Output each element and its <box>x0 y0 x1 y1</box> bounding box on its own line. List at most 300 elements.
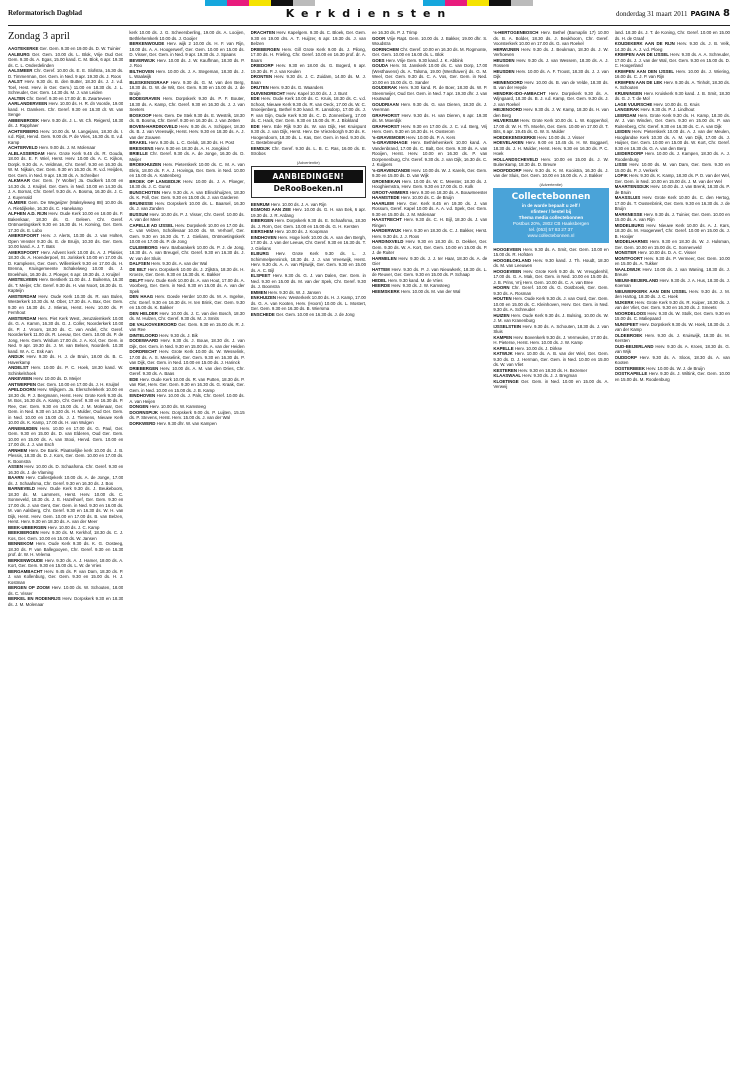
listing-place: HAAMSTEDE <box>371 195 400 200</box>
service-listing <box>8 558 123 569</box>
service-listing <box>129 58 244 69</box>
service-listing <box>129 349 244 366</box>
listing-details: Herv. Callestjekerk 10.00 ds. A. de Jonge, 17.00 ds. J. Schaafsma, Chr. Geref. 9.30 en 16.30 ds. J. Bos <box>8 475 124 486</box>
listing-place: ANTWERPEN <box>8 381 36 387</box>
listing-details: Ger. Gem. 9.30 en 19.00 ds. D. W. Tuinier <box>39 46 121 51</box>
service-listing <box>129 294 244 311</box>
service-listing <box>615 30 730 41</box>
service-listing <box>493 247 608 258</box>
listing-place: GOOR <box>371 35 386 41</box>
listing-details: Herv. 9.30 ds. J. Bouw, 18.30 ds. J. van Dijk, Ger. Gem. in Ned. 9.30 en 15.00 ds. A. van der Heiden <box>129 338 245 349</box>
service-listing <box>372 63 487 85</box>
listing-place: ELSPEET <box>250 273 271 278</box>
listing-place: EDE <box>129 376 139 382</box>
service-listing <box>129 151 244 162</box>
listing-details: Herv. Kapel 10.00 ds. J. J. Bunt <box>286 90 348 96</box>
listing-column-2 <box>129 30 244 1062</box>
listing-details: kerk 10.00 ds. J. G. Scheersberling, 19.00 ds. A. Looijen, Bethlehemkerk 10.00 ds. J. Gooijer <box>129 30 245 41</box>
service-listing <box>615 113 730 130</box>
listing-place: DRIEBERGEN <box>129 365 159 371</box>
service-listing <box>129 179 244 190</box>
listing-place: HILVERSUM <box>493 118 519 123</box>
listing-place: HARDERWIJK <box>371 228 402 233</box>
listing-details: Herv. 9.30 ds. J. Beukman, 18.30 ds. J. W. Verhoeven <box>493 46 609 57</box>
listing-details: Herv. 9.30 ds. A. van der Wal <box>151 261 208 266</box>
listing-place: CULEMBORG <box>129 244 158 250</box>
service-listing <box>615 355 730 366</box>
service-listing <box>129 377 244 394</box>
listing-place: BODEGRAVEN <box>129 96 161 101</box>
listing-place: BEEKBERGEN <box>8 530 39 535</box>
service-listing <box>615 371 730 382</box>
service-listing <box>129 30 244 41</box>
ad-title: AANBIEDINGEN! <box>254 170 363 183</box>
listing-details: Herv. 9.30 ds. J. A. Hus, 18.30 ds. J. Koeman <box>614 277 730 288</box>
advertisement-1 <box>251 160 366 198</box>
service-listing <box>615 278 730 289</box>
listing-place: CAPELLE AD IJSSEL <box>129 222 174 228</box>
service-listing <box>493 324 608 335</box>
listing-details: Herv. De Bank. Plaatselijke kerk 10.00 ds. J. B. Plessis, 18.30 ds. D. J. Kors, Ger. Gem. 10.00 en 17.00 ds. K. Boonstra <box>8 447 124 464</box>
service-listing <box>493 285 608 296</box>
listing-details: Herv. 9.30 ds. G. J. van Dalen, Ger. Gem. in Ned. 9.30 en 15.00 ds. M. van der Spek, Chr. Geref. 9.30 ds. J. Boonstra <box>250 273 366 289</box>
listing-place: HOEDEKENSKERKE <box>493 134 537 140</box>
listing-details: Herv. Pieterskerk 10.00 ds. C. M. A. van Ekris, 18.00 ds. F. A. J. Hovinga, Ger. Gem. in Ned. 10.00 en 15.00 ds. A. Kattenberg <box>129 162 245 178</box>
collectebonnen-ad[interactable] <box>493 188 608 243</box>
service-listing <box>615 311 730 322</box>
listing-place: NOORDELOOS <box>614 310 647 316</box>
listing-details: Herv. Dorpskerk 9.30 ds. A. Wijngaard, 18.30 ds. B. J. v.d. Kamp, Ger. Gem. 9.30 ds. J. J. van Roekel <box>493 90 609 107</box>
listing-place: BROEKHUIZEN <box>129 162 162 167</box>
listing-place: KLAASWAAL <box>493 373 522 378</box>
listing-place: MIDDELHARNIS <box>614 239 648 244</box>
page-label: PAGINA <box>690 10 721 18</box>
listing-details: Ger. Gem. in Ned. 10.00 en 15.00 ds. A. Verweij <box>493 378 609 389</box>
listing-details: Herv. 10.00 ds. J. Wiering, 16.00 ds. C. J. P. van Rijn <box>614 68 730 79</box>
service-listing <box>251 146 366 157</box>
service-listing <box>251 96 366 124</box>
listing-details: Ger. Gem. (Y Wolter) Ja. Oudkerk 10.00 en 14.30 ds. J. Kruijtel. Ger. Gem. in Ned. 10.00 en 14.30 ds. J. A. Bornat, Chr. Geref. 9.30 ds. A. Bosma, 16.30 ds. J. C. J. Kuyervald <box>8 178 124 200</box>
listing-place: BRUINISSE <box>129 200 153 206</box>
listing-details: Chr. Geref. 9.30 ds. A. de Jonge, 16.30 ds. D. Meijer <box>129 151 245 162</box>
listing-place: ASSEN <box>8 464 23 469</box>
listing-details: Herv. 9.30 ds. G. Waanders <box>269 85 324 90</box>
service-listing <box>251 74 366 85</box>
ad-line: www.collectebonnen.nl <box>527 232 575 238</box>
listing-details: Herv. 9.30 kand. R. de Boer, 18.30 ds. W. P. Steenmeijer, Oud Ger. Gem. in Ned. 7 apr. 19.30 dhr. J. van Houtwaal <box>371 85 488 101</box>
ad-subtitle: DeRooBoeken.nl <box>273 183 343 193</box>
listing-details: Herv. 9.30 en 18.30 ds. W. J. Hulsman, Ger. Gem. 10.00 en 15.00 ds. C. Sonnenveld <box>614 239 730 250</box>
service-listing <box>129 393 244 404</box>
service-listing <box>615 173 730 184</box>
service-listing <box>615 195 730 212</box>
service-listing <box>129 124 244 141</box>
listing-place: EINDHOVEN <box>129 393 156 398</box>
listing-details: Herv. 10.00 ds. B. van de Velde, 18.30 ds. B. van der Heyde <box>493 79 609 90</box>
listing-place: DE BILT <box>129 266 147 272</box>
service-listing <box>372 140 487 168</box>
listing-place: ALMERE <box>8 200 27 205</box>
listing-details: Herv. Westerkerk 10.00 ds. H. J. Kamp, 17.00 ds. G. A. van Kooten, Herv. (Hoorn) 10.00 ds. L. Mostert, Ger. Gem. 9.30 en 16.30 ds. B. Wiersma <box>250 295 366 311</box>
listing-details: Herv. Oude Kerk 9.30 ds. K. G. Oosteeg, 18.30 ds. P. van Ballegooyen, Chr. Geref. 9.30 en 16.30 prof. dr. W. H. Velema <box>8 541 124 557</box>
service-listing <box>129 410 244 421</box>
service-listing <box>493 69 608 80</box>
issue-date: donderdag 31 maart 2011 <box>616 10 688 18</box>
listing-place: GOES <box>371 57 385 63</box>
listing-details: Herv. 9.30 ds. A. Smit, Ger. Gem. 10.00 en 15.00 ds. R. Hofsten <box>493 246 609 257</box>
listing-place: MONTFOORT <box>614 255 643 261</box>
listing-details: Herv. Grote Kerk 9.30 ds. R. Kuiper, 18.30 ds. J. van der Vliet, Ger. Gem. 9.30 en 16.30 ds. J. Smeets <box>614 299 730 310</box>
service-listing <box>129 366 244 377</box>
listing-columns <box>8 30 730 1062</box>
service-listing <box>615 223 730 240</box>
listing-place: HEEMSKERK <box>371 288 400 294</box>
listing-details: Herv. 9.30 ds. A. Schouten, 18.30 ds. J. van Sluis <box>493 323 609 334</box>
listing-details: Herv. 9.30 ds. A. Kroes, 18.30 ds. G. van Wijk <box>614 343 730 354</box>
listing-details: Chr. Geref. 10.00 ds. E. E. Slofstra, 16.30 ds. D. Timmerman, Ger. Gem. in Ned. 9 apr. 19.30 ds. J. Roos <box>8 68 124 79</box>
listing-place: KLOETINGE <box>493 378 519 384</box>
service-listing <box>129 338 244 349</box>
listing-place: BOSKOOP <box>129 112 152 118</box>
listing-details: Herv. Grote Kerk 9.30 ds. L. J. Schimmelpenninck, 18.30 ds. J. J. van Vreeswijk, Herst. Herv. 9.30 ds. A. A. van Rijswijk, Ger. Gem. 9.30 en 15.00 ds. A. C. Bijl <box>250 251 366 273</box>
listing-place: LEERDAM <box>614 112 637 118</box>
listing-place: MAASSLUIS <box>614 195 641 200</box>
service-listing <box>8 211 123 233</box>
listing-details: Herv. 9.30 ds. J. Bik <box>159 332 198 338</box>
listing-place: HOOGEVEEN <box>493 246 522 252</box>
listing-place: NAALDWIJK <box>614 266 641 272</box>
listing-details: Herv. 10.00 ds. A. B. van der Wiel, Ger. Gem. 9.30 ds. D. J. Herman, Ger. Gem. in Ned. 10.00 en 15.00 ds. W. van Vliet <box>493 351 609 367</box>
service-listing <box>493 168 608 179</box>
service-listing <box>129 113 244 124</box>
listing-details: ee 16.30 ds. P. J. Trimp <box>371 30 418 35</box>
listing-place: HEIJENOORD <box>493 107 523 112</box>
listing-place: HOOGEVEEN <box>493 268 522 274</box>
service-listing <box>251 295 366 312</box>
listing-details: Herv. 10.00 ds. J. W. Kauffman, 18.30 ds. P. J. Roo <box>129 57 245 68</box>
listing-place: KESTEREN <box>493 367 517 373</box>
ad-title: Collectebonnen <box>511 191 591 202</box>
listing-details: Herv. 9.30 dhr. W. van Kampen <box>156 420 217 426</box>
listing-details: Herv. 9.30 en 17.00 ds. J. C. v.d. Berg, Vrij Herv. Gem. 9.30 en 16.30 ds. H. Oosterom <box>371 123 488 134</box>
listing-place: 's-GRAVENZANDE <box>371 167 411 173</box>
listing-place: HOORN <box>493 285 510 290</box>
listing-details: Herv. 10.00 ds. J. A. van Rijn <box>270 201 327 207</box>
service-listing <box>129 245 244 262</box>
service-listing <box>615 52 730 69</box>
listing-place: NUNSPEET <box>614 321 639 327</box>
listing-details: Herv. 10.00 ds. J. C. Kamp <box>47 524 100 530</box>
listing-place: EMMEN <box>250 289 267 295</box>
listing-column-5 <box>493 30 608 1062</box>
listing-details: Herv. 9.30 ds. J. W. Kamsteeg <box>391 283 450 288</box>
service-listing <box>493 258 608 269</box>
service-listing <box>493 379 608 390</box>
listing-place: EINDHOVEN <box>250 234 277 240</box>
service-listing <box>129 421 244 427</box>
listing-details: Herv. 9.00 ds. J. M. Molenaar <box>38 145 96 150</box>
listing-place: DRACHTEN <box>250 30 276 35</box>
listing-details: Herv. 10.00 ds. W. J. Karels, Ger. Gem. 9.30 en 15.00 ds. D. van Wijk <box>371 167 488 178</box>
listing-place: AMSTERDAM <box>8 315 37 321</box>
service-listing <box>372 267 487 278</box>
listing-details: Herv. 9.30 ds. L. C. Gelok, 18.30 ds. H. Post <box>148 140 235 145</box>
listing-details: Herv. 10.00 en 15.00 ds. J. W. Buitenkamp, 18.30 ds. D. Breure <box>493 156 609 167</box>
service-listing <box>493 296 608 313</box>
service-listing <box>129 162 244 179</box>
listing-details: Herv. 9.30 ds. W. Stolk, Ger. Gem. 9.30 en 15.00 ds. C. Maliepaard <box>614 310 730 321</box>
listing-details: Herv. 9.30 ds. A. Tinholt, 18.30 ds. A. Schouten <box>614 79 730 90</box>
service-listing <box>615 41 730 52</box>
service-listing <box>615 212 730 223</box>
listing-details: Herv. 9.30 ds. K. Kamp, 18.30 ds. P. D. van der Wel, Ger. Gem. in Ned. 10.00 en 15.00 ds. J. M. van der Wel <box>614 173 730 184</box>
listing-details: Herv. 10.00 ds. H. R. dn Voorde, 19.00 kand. H. Damkers. Chr. Geref. 9.30 en 16.30 dr. W. van Senge <box>8 101 124 117</box>
listing-place: BROEK OP LANGEDIJK <box>129 178 181 184</box>
listing-details: Herv. Oude Kerk 10.00 ds. R. van Putten, 18.30 ds. P. van Riet, Herv. Ger. Gem. 9.30 en 16.30 ds. G. Kraak, Ger. Gem. in Ned. 10.00 en 15.00 ds. J. B. Kamp <box>129 376 245 393</box>
listing-details: Herv. Dorpskerk 10.00 en 17.00 ds. C. van Velzen, Schollevaar 10.00 ds. W. Verhoef, Ger. Gem. 9.30 en 16.30 ds. T. J. Gielians, Ontmoetingskerk 10.00 en 17.00 ds. P. de Jong <box>129 222 245 244</box>
listing-place: DORDRECHT <box>129 349 158 354</box>
service-listing <box>8 475 123 486</box>
service-listing <box>251 207 366 218</box>
listing-place: DE VALKOVKEROORD <box>129 321 177 327</box>
listing-details: Herv. 9.30 ds. J. Wiltink, Ger. Gem. 10.00 en 15.00 ds. M. Roodenburg <box>614 371 730 382</box>
listing-details: Herv. Grote Kerk 9.30 ds. W. Vreugdenhil, 17.00 ds. G. A. Mak, Ger. Gem. in Ned. 10.00 en 15.00 ds. J. B. Prins, Vrij Herv. Gem. 10.00 ds. C. A. van Bree <box>493 268 609 285</box>
listing-details: Herv. Wijkgem. Ja. Elerschelekerk 10.00 en 18.30 ds. P. J. Bergmann, Herst. Herv. Grote Kerk 9.30 ds. M. Bos, 16.30 ds. A. Kamp, Chr. Geref. 9.30 en 16.30 ds. P. Ree, Ger. Gem. 9.30 en 15.00 ds. J. M. Molenaar, Ger. Gem. in Ned. 9.30 en 14.30 ds. H. Mulder, Oud Ger. Gem. in Ned. 10.00 en 15.00 ds. J. J. Tiemens, Nieuwe Kerk 10.00 ds. K. Kamp, 17.00 ds. H. van Wulgen <box>8 387 124 425</box>
ad-line: tel. (053) 57 83 27 37 <box>529 226 573 232</box>
listing-place: AMSTERDAM <box>8 293 37 299</box>
listing-details: Herv. Dorpskerk 10.00 ds. L. Baarsel, 16.30 ds. J. van Zanden <box>129 200 245 211</box>
listing-details: Herv. 10.00 ds. J. C. van den Bosch, 18.30 ds. M. Hulzen, Chr. Geref. 9.30 ds. M. J. Smits <box>129 310 245 321</box>
listing-details: Herv. Oude Kerk 10.00 ds. C. Kruis, 18.30 ds. C. v.d. Schoot, Nieuwe Kerk 9.30 ds. R. van Oeck, 17.00 ds. W. C. Snoeijenberg, Bethel 9.30 kand. R. Lansdorp, 17.00 ds. J. P. van Gijn, Oude Kerk 9.30 ds. C. D. Zonnenberg, 17.00 ds. C. Hack, Ger. Gem. 9.30 en 15.00 ds. R. J. Blokland <box>250 96 366 123</box>
listing-details: Herv. Dorpskerk 9.30 en 18.30 ds. J. M. Molenaar <box>8 596 124 607</box>
service-listing <box>615 80 730 91</box>
listing-place: HENDRIK-IDO-AMBACHT <box>493 90 546 96</box>
listing-details: Herv. 9.30 ds. P. Vermeer, Ger. Gem. 10.00 en 15.00 ds. A. Tukker <box>614 255 730 266</box>
listing-place: HEUSDEN <box>493 68 515 74</box>
listing-place: EIERSHEM <box>250 229 274 234</box>
service-listing <box>8 79 123 96</box>
service-listing <box>615 256 730 267</box>
listing-details: Herv. 10.00 ds. J. Dirkse <box>514 345 563 351</box>
service-listing <box>493 313 608 324</box>
listing-place: BOVEN-HARDINXVELD <box>129 123 178 129</box>
listing-details: Herv. 9.30 ds. B. den Butter, 18.30 ds. J. J. v.d. Toel, Hest. Herv. in Ger. Gem.) 11.00 en 18.30 ds. J. L. Schreuder, Ger. Gem. 14.30 ds. M. J. van Leiden <box>8 79 124 95</box>
listing-details: Herv. 9.30 ds. J. L. W. Ch. Reigersl, 18.30 ds. J. Rapphaer <box>8 117 124 128</box>
listing-place: BRAKEL <box>129 140 148 145</box>
bookshop-ad[interactable] <box>251 166 366 198</box>
listing-details: Herv. 9.30 ds. H. van Dieren, 6 apr. 19.30 ds. M. Moerdijk <box>371 112 488 123</box>
listing-place: HATTEM <box>371 266 390 272</box>
listing-place: ELBURG <box>250 251 269 256</box>
service-listing <box>615 333 730 344</box>
listing-details: Herv. Advent kerk 10.00 ds. A. J. Plaisier, 18.30 ds. A. Hoenderpoel, St. Joriskerk 10.00 en 17.00 ds. D. Kampkens, Ger. Gem. Willemkerk 9.30 en 17.00 ds. H. Brenna, Kruisgemeente Schakelweg 10.00 ds. J. Broekhuis, 16.30 ds. J. Ploeger, 6 apr. 19.30 ds. J. Kruijtel <box>8 249 124 277</box>
service-listing <box>372 179 487 190</box>
listing-place: ENSCHEDE <box>250 311 275 317</box>
listing-details: Herv. 10.00 ds. C. de Bruijn <box>400 195 454 200</box>
listing-details: Herv. 9.30 ds. A. J. Hamer, 18.00 ds. A. Kort, Ger. Gem. 9.30 en 15.00 ds. L. W. de Vries <box>8 557 124 568</box>
service-listing <box>615 151 730 162</box>
listing-details: Herv. Gill Grote Kerk 9.00 ds. J. Pilong, 17.00 ds. H. Frieling, Chr. Geref. 10.00 en 16.30 prof. dr. A. Baars <box>250 46 366 63</box>
listing-place: HARMELEN <box>371 255 397 261</box>
advertisement-label: (Advertentie) <box>539 181 563 187</box>
service-listing <box>129 80 244 97</box>
listing-details: Herv. Bovenkerk 9.30 ds. J. Vermeulen, 17.00 ds. H. Pieterse, Herst. Herv. 10.00 ds. J. W. Kamp <box>493 334 609 345</box>
listing-place: AALTEN <box>8 95 26 101</box>
listing-place: DOORNSPIJK <box>129 409 159 415</box>
listing-details: Herv. 9.30 ds. C. H. Bijl, 18.30 ds. J. van Ringen <box>371 217 488 228</box>
service-listing <box>493 47 608 58</box>
listing-details: Herv. Ger. Kerk 8.45 en 19.30 ds. J. van Rossum, Geref. Kapel 10.00 ds. A. A. v.d. Spek, Ger. Gem. 9.30 en 15.00 ds. J. M. Molenaar <box>371 200 488 217</box>
listing-place: HEERDE <box>371 283 391 288</box>
listing-details: Herv. St. Janskerk 10.00 ds. C. van Dorp, 17.00 (Westhavens) ds. A. Talsma, 19.00 (Westhaven) ds. G. M. Weel, Ger. Gem. 9.30 ds. C. A. Vos, Ger. Gem. in Ned. 10.00 en 15.00 ds. G. Sander <box>371 63 488 85</box>
listing-details: Herv. 10.00 ds. M. van Dam, Ger. Gem. 9.30 en 15.00 ds. P. J. Verkerk <box>614 162 730 173</box>
listing-place: AALSMEER <box>8 68 33 73</box>
ad-line: Postbus 20%, 2802 CB Haaksbergen <box>512 220 590 226</box>
service-listing <box>8 448 123 465</box>
listing-place: MIDDELBURG <box>614 222 645 228</box>
listing-details: Herv. Kapelgem. 9.30 ds. C. Bloek, Ger. Gem. 9.30 en 19.00 drs. A. T. Huijzer, 6 apr. 19.30 ds. J. van Belzen <box>250 30 366 46</box>
ad-line: in de warde bepaalt u zelf / <box>521 202 581 208</box>
listing-details: Herv. 9.30 ds. K. M. Kooistra, 16.30 ds. J. van der Sluis, Ger. Gem. 10.00 en 16.00 ds. A. J. Bakker <box>493 167 609 178</box>
listing-details: Herv. 9.00 en 10.45 ds. H. W. Boggaerl, 18.30 ds. J. H. Mulder, Herst. Herv. 9.30 en 16.30 ds. P. C. Hoek <box>493 140 609 156</box>
listing-place: BERKENWOUDE <box>129 41 165 46</box>
listing-place: DRIEBERGEN <box>250 46 280 52</box>
service-listing <box>8 250 123 278</box>
listing-place: 's-GRAVEMOER <box>371 134 406 140</box>
listing-place: DORKWERD <box>129 420 156 426</box>
listing-place: AMSTELVEEN <box>8 277 38 282</box>
listing-place: NIJKERK <box>614 299 634 305</box>
listing-details: Vrije Rapt. Gem. 10.00 ds. J. Bakker, 19.00 dhr. S. Woudstra <box>371 35 488 46</box>
listing-details: Herv. 10.00 ds. A. M. van den Dries, Chr. Geref. 9.30 ds. A. Baas <box>129 365 245 376</box>
listing-place: IJSSELSTEIN <box>493 323 522 329</box>
service-listing <box>493 107 608 118</box>
listing-place: APELDOORN <box>8 387 36 392</box>
listing-place: ENKHUIZEN <box>250 295 276 300</box>
listing-details: Herv. 10.00 ds. J. Visser <box>537 134 585 140</box>
listing-place: EDE <box>250 96 260 101</box>
service-listing <box>129 41 244 58</box>
listing-details: Herv. 10.00 ds. W. Schouten, 18.00 ds. C. Visser <box>8 585 124 596</box>
listing-place: EIBERGEN <box>250 218 274 223</box>
listing-place: HEDEL <box>371 277 387 283</box>
listing-place: LAGE VUURSCHE <box>614 101 653 107</box>
listing-details: Herv. 10.00 ds. J. A. Ploeger, 18.30 ds. J. C. Gunst <box>129 178 245 189</box>
listing-details: Herv. 9.30 ds. J. J. Bregman <box>522 373 578 378</box>
listing-details: Herv. Dorpskerk 9.30 ds. E. Schaafsma, 18.30 ds. J. Rorn, Ger. Gem. 10.00 en 15.00 ds. G. H. Kersten <box>250 218 366 229</box>
listing-details: Herv. Ede Rijk 9.30 ds. W. van Dijk, Het Kruispunt 9.30 ds. J. van Dijk, Herst. Herv. De Vriezeborgh 9.30 ds. K. Hoogendoorn, 18.30 ds. L. Kas, Ger. Gem. in Ned. 9.30 ds. C. Bestebreurtje <box>250 123 366 145</box>
listing-details: Herv. Dorpskerk 10.00 ds. J. Zijlstra, 18.30 ds. H. Kroeze, Ger. Gem. 9.30 en 16.30 ds. K. Bakker <box>129 266 245 277</box>
service-listing <box>372 102 487 113</box>
service-listing <box>372 113 487 124</box>
listing-details: Herv. 10.00 ds. P. C. Hoek, 18.30 kand. W. Schinkelshoek <box>8 365 124 376</box>
newspaper-name: Reformatorisch Dagblad <box>8 9 83 17</box>
listing-details: Chr. Geref. 10.00 ds. G. Oostbroek, Ger. Gem. 9.30 ds. A. Rosman <box>493 285 609 296</box>
listing-details: Herv. 9.30 ds. A. Schipper, 18.30 ds. B. J. van Vreeswijk, Herst. Herv. 9.30 en 18.30 ds. A. J. van der Zouwen <box>129 123 245 140</box>
service-listing <box>129 278 244 295</box>
service-listing <box>615 344 730 355</box>
listing-details: Herv. 10.00 ds. W. C. Meester, 18.30 ds. J. Hooghiemstra, Herv. Gem. 9.30 en 17.00 ds. D. Kolk <box>371 178 488 189</box>
listing-details: Herv. Oude Kerk 10.30 ds. R. van Bulen, Westerkerk 10.30 ds. M. Ober, 17.30 ds. A. Bax, Ger. Gem. 9.30 en 16.30 ds. J. Mieras, Herst. Herv. 10.00 ds. P. Fernhout <box>8 293 124 315</box>
listing-details: Ger. Gem. 10.00 en 17.00 ds. J. H. Kruijtel <box>37 381 120 387</box>
listing-place: BAARN <box>8 475 24 480</box>
listing-place: HAASTRECHT <box>371 217 402 222</box>
listing-place: AARLANDERVEEN <box>8 101 48 106</box>
listing-details: Chr. Geref. 9.30 en 17.00 dr. B. Zwarteveen <box>26 95 111 101</box>
service-listing <box>372 228 487 239</box>
listing-place: LEIDEN <box>614 129 631 134</box>
listing-details: Herv. 9.30 ds. P. J. Lindhout <box>640 107 695 112</box>
listing-place: HOEVELAKEN <box>493 140 524 145</box>
listing-details: Herv. 10.00 ds. J. Kampen, 18.30 ds. A. J. Roodenburg <box>614 151 730 162</box>
listing-details: Herv. Oude Kerk 9.30 ds. J. Bulsing, 10.00 ds. W. J. M. van Kranenburg <box>493 312 609 323</box>
listing-place: ACHTERVELD <box>8 145 38 150</box>
listing-place: ANDIJK <box>8 354 25 359</box>
service-listing <box>8 316 123 355</box>
listing-details: Herv. 9.30 ds. P. J. van Nieuwkerk, 18.30 ds. L. de Reuver, Ger. Gem. 9.30 en 15.00 ds. P. Schaap <box>371 266 488 277</box>
listing-place: MAARTENSDIJK <box>614 184 650 189</box>
listing-place: OLDEBROEK <box>614 332 643 338</box>
listing-details: Herv. 10.00 ds. A. F. Troost, 18.30 ds. J. J. van Dijk <box>493 68 609 79</box>
listing-place: BERGAMBACHT <box>8 568 43 574</box>
listing-details: Herv. 10.00 ds. G. H. van Eek, 6 apr. 19.30 ds. J. R. Ardang <box>250 207 366 218</box>
listing-details: Herv. 10.00 ds. J. van Brenk, 18.30 ds. P. de Bruin <box>614 184 730 195</box>
service-listing <box>493 157 608 168</box>
service-listing <box>129 96 244 113</box>
listing-details: Herv. Grote Kerk 9.30 ds. H. Kamp, 18.30 ds. W. J. van Winden, Ger. Gem. 9.30 en 15.00 ds. P. van Ruitenberg, Chr. Geref. 9.30 en 16.30 ds. C. A. van Dijk <box>614 112 730 129</box>
service-listing <box>8 486 123 525</box>
service-listing <box>251 218 366 229</box>
service-listing <box>493 80 608 91</box>
listing-place: 's-HERTOGENBOSCH <box>493 30 539 35</box>
listing-place: LANGERAK <box>614 107 640 112</box>
service-listing <box>372 47 487 58</box>
listing-details: Herv. 9.30 ds. J. M. den Hartog, 18.30 ds. J. C. Hoek <box>614 288 730 299</box>
listing-place: DRIEDORP <box>250 63 274 68</box>
service-listing <box>372 289 487 295</box>
listing-details: Herv. 9.30 en 18.30 ds. A. Bouwmeester <box>409 189 488 195</box>
listing-place: ABBENBROEK <box>8 117 40 123</box>
service-listing <box>8 178 123 200</box>
listing-place: HOLLANDSCHEVELD <box>493 156 539 162</box>
service-listing <box>8 464 123 475</box>
service-listing <box>129 267 244 278</box>
listing-details: Chr. Geref. 9.30 ds. L. B. C. Ras, 16.00 ds. E. Strobos <box>250 145 366 156</box>
listing-details: Herv. 9.30 kand. J. Th. Houdt, 18.30 ds. M. van Leeuwen <box>493 257 609 268</box>
service-listing <box>493 118 608 135</box>
listing-details: Herv. 9.30 ds. J. W. Kamp, 18.30 ds. H. van den Berg <box>493 107 609 118</box>
listing-details: Herv. Grote Kerk 10.00 ds. W. Wesselink, 17.00 ds. A. S. Messelink, Ger. Gem. 9.30 en 16.30 ds. P. van Dijk, Ger. Gem. in Ned. 10.00 en 15.00 ds. J. Harinck <box>129 349 245 365</box>
listing-details: Herv. Piet Kerk West, Jeruzalemkerk 10.00 ds. G. A. Kamm, 16.30 ds. G. J. Coller, Noorderkerk 10.00 ds. P. J. Vroom, 18.30 ds. C. van Andel, Chr. Geref. Noorderkerk 11.00 ds. R. Leeuw, Ger. Gem. 10.00 ds. P. de Jong, Herv. Gem. Wirdum 17.00 ds. J. A. Kol, Ger. Gem. in Ned. 9 apr. 19.30 ds. J. M. van Belsen, Noorderk. 10.30 kand. W. A. C. Esk Aan <box>8 315 124 354</box>
listing-details: Herv. Oude Kerk 9.30 ds. J. Beukeboom, 18.30 ds. M. Lammers, Herst. Herv. 10.00 ds. C. Sonneveld, 18.30 ds. J. E. Hazelhoef, Ger. Gem. 9.30 en 17.00 ds. J. van Gent, Ger. Gem. in Ned. 9.30 en 16.00 ds. M. van Aalsberg, Chr. Geref. 9.30 en 16.30 ds. W. H. van Dijk, Herst. Herv. Gem. 10.00 en 17.00 ds. B. van Belzen, Herst. Herv. 9.30 en 18.30 ds. A. van der Meer <box>8 486 124 524</box>
listing-place: GRAFHORST <box>371 112 400 118</box>
service-listing <box>493 30 608 47</box>
service-listing <box>372 217 487 228</box>
listing-details: Herv. 9.30 en 18.30 ds. C. J. Bakker, Herst. Herv. 9.30 ds. J. J. Roos <box>371 228 488 239</box>
service-listing <box>493 140 608 157</box>
service-listing <box>615 91 730 102</box>
ad-line: nfinteer / bestel bij <box>530 208 572 214</box>
listing-details: Ger. Gem. 10.00 en 16.30 ds. J. de Jong <box>276 311 355 317</box>
listing-place: GORINCHEM <box>371 46 400 52</box>
listing-place: LEIDERDORP <box>614 151 644 156</box>
advertisement-2 <box>493 182 608 243</box>
listing-details: Herv. 9.30 ds. J. J. ter Haar, 18.30 ds. A. de Gier <box>371 255 488 266</box>
service-listing <box>129 201 244 212</box>
listing-details: Herv. 10.00 ds. D. Meijer <box>33 376 82 381</box>
service-listing <box>251 124 366 146</box>
listing-place: ANDELST <box>8 365 29 370</box>
